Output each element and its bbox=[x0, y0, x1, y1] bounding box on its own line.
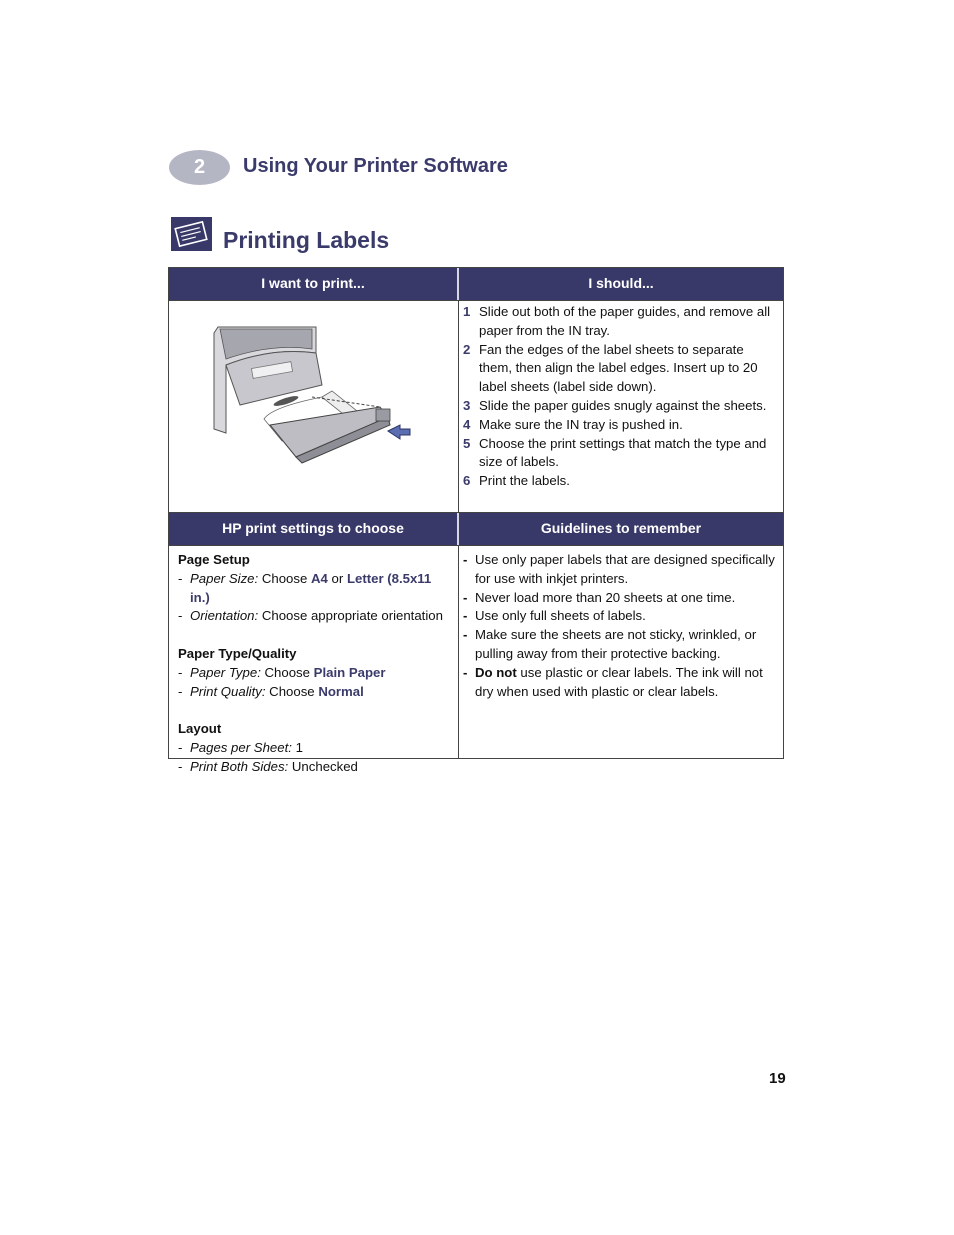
paper-type-value: Plain Paper bbox=[313, 664, 386, 680]
settings-cell bbox=[169, 546, 459, 774]
guideline-text: Use only paper labels that are designed specifically for use with inkjet printers. bbox=[475, 552, 775, 586]
guideline-text: Use only full sheets of labels. bbox=[475, 608, 646, 624]
instructions-table bbox=[168, 267, 784, 774]
step-number: 1 bbox=[463, 304, 471, 319]
step-text: Make sure the IN tray is pushed in. bbox=[479, 416, 683, 432]
guidelines-list bbox=[459, 546, 783, 701]
paper-size-label: Paper Size: bbox=[190, 570, 259, 586]
step-text: Print the labels. bbox=[479, 473, 570, 489]
printer-loading-labels-illustration bbox=[212, 325, 412, 465]
label-sheet-icon bbox=[171, 217, 212, 251]
print-both-sides-value: Unchecked bbox=[291, 758, 358, 774]
paper-size-setting: - Paper Size: Choose A4 or Letter (8.5x11 in.) bbox=[178, 570, 432, 605]
paper-size-choose: Choose bbox=[261, 570, 308, 586]
list-item: - Never load more than 20 sheets at one time. bbox=[463, 589, 775, 608]
pages-per-sheet-value: 1 bbox=[295, 739, 303, 755]
layout-heading: Layout bbox=[178, 721, 222, 737]
list-item bbox=[463, 435, 771, 473]
step-text: Fan the edges of the label sheets to separate them, then align the label edges. Insert up to 20 label sheets (label side down). bbox=[479, 341, 758, 395]
list-item bbox=[463, 397, 771, 416]
paper-size-or: or bbox=[331, 570, 344, 586]
chapter-title: Using Your Printer Software bbox=[243, 155, 508, 177]
step-number: 3 bbox=[463, 397, 471, 413]
print-both-sides-label: Print Both Sides: bbox=[190, 758, 289, 774]
print-quality-choose: Choose bbox=[269, 683, 315, 699]
list-item bbox=[463, 341, 771, 397]
paper-size-a4: A4 bbox=[311, 570, 328, 586]
list-item: - Do not use plastic or clear labels. The ink will not dry when used with plastic or clear labels. bbox=[463, 664, 763, 699]
printer-illustration-cell bbox=[169, 301, 459, 512]
table-header-row bbox=[169, 268, 783, 300]
steps-list bbox=[459, 301, 783, 491]
table-row-settings bbox=[169, 545, 783, 774]
paper-size-letter: Letter (8.5x11 in.) bbox=[190, 570, 432, 605]
page-number: 19 bbox=[769, 1070, 786, 1087]
table-header-row-2 bbox=[169, 513, 783, 545]
orientation-value: Choose appropriate orientation bbox=[261, 608, 443, 624]
step-number: 2 bbox=[463, 341, 471, 357]
header-want-to-print: I want to print... bbox=[169, 268, 459, 300]
list-item: - Make sure the sheets are not sticky, wrinkled, or pulling away from their protective backing. bbox=[463, 626, 775, 664]
step-number: 5 bbox=[463, 435, 471, 451]
header-guidelines: Guidelines to remember bbox=[540, 520, 702, 536]
paper-type-quality-heading: Paper Type/Quality bbox=[178, 645, 297, 661]
print-quality-label: Print Quality: bbox=[190, 683, 266, 699]
steps-cell bbox=[459, 301, 783, 512]
print-both-sides-setting: - Print Both Sides: Unchecked bbox=[178, 758, 358, 774]
header-print-settings: HP print settings to choose bbox=[169, 513, 459, 545]
step-number: 6 bbox=[463, 473, 471, 489]
print-quality-setting: - Print Quality: Choose Normal bbox=[178, 683, 364, 699]
list-item bbox=[463, 303, 771, 341]
step-text: Choose the print settings that match the type and size of labels. bbox=[479, 435, 767, 470]
guideline-text: Never load more than 20 sheets at one time. bbox=[475, 589, 736, 605]
guideline-text: Make sure the sheets are not sticky, wrinkled, or pulling away from their protective backing. bbox=[475, 627, 757, 661]
pages-per-sheet-setting: - Pages per Sheet: 1 bbox=[178, 739, 303, 755]
orientation-setting: - Orientation: Choose appropriate orientation bbox=[178, 608, 443, 624]
list-item: - Use only full sheets of labels. bbox=[463, 607, 775, 626]
page-setup-heading: Page Setup bbox=[178, 552, 250, 567]
section-title: Printing Labels bbox=[223, 227, 390, 253]
step-text: Slide the paper guides snugly against the sheets. bbox=[479, 397, 767, 413]
paper-type-setting: - Paper Type: Choose Plain Paper bbox=[178, 664, 386, 680]
list-item: - Use only paper labels that are designed specifically for use with inkjet printers. bbox=[463, 551, 775, 589]
table-row-steps bbox=[169, 300, 783, 513]
pages-per-sheet-label: Pages per Sheet: bbox=[190, 739, 292, 755]
orientation-label: Orientation: bbox=[190, 608, 259, 624]
guidelines-cell bbox=[459, 546, 783, 758]
print-quality-value: Normal bbox=[318, 683, 364, 699]
list-item bbox=[463, 416, 771, 435]
guideline-emphasis: Do not bbox=[475, 664, 517, 680]
paper-type-label: Paper Type: bbox=[190, 664, 261, 680]
step-number: 4 bbox=[463, 416, 471, 432]
paper-type-choose: Choose bbox=[264, 664, 310, 680]
list-item bbox=[463, 472, 771, 491]
chapter-number-badge: 2 bbox=[169, 150, 230, 185]
step-text: Slide out both of the paper guides, and remove all paper from the IN tray. bbox=[479, 304, 771, 338]
guideline-text: use plastic or clear labels. The ink will not dry when used with plastic or clear labels. bbox=[475, 664, 763, 699]
header-i-should: I should... bbox=[588, 275, 654, 291]
